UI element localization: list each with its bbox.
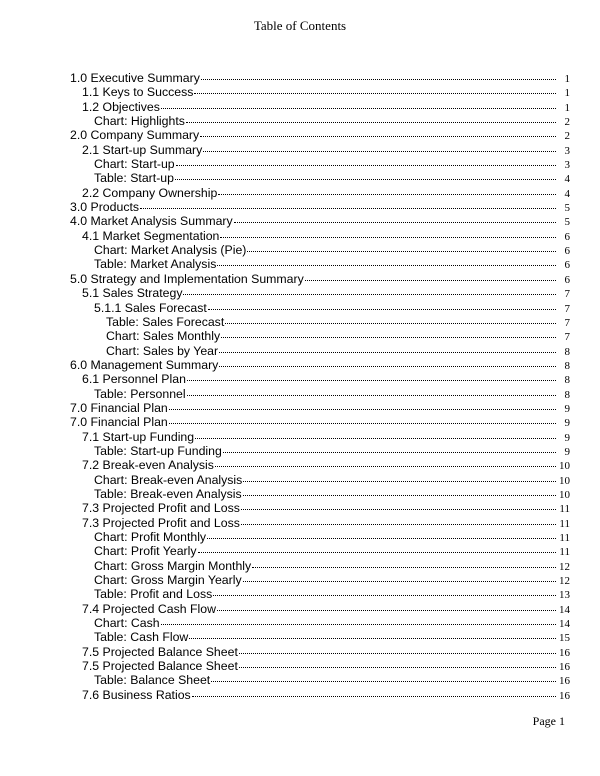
- toc-entry-page-number: 12: [559, 560, 570, 573]
- toc-entry-label: 7.0 Financial Plan: [70, 400, 168, 415]
- toc-entry-label: 4.0 Market Analysis Summary: [70, 214, 233, 229]
- toc-entry-page-number: 11: [559, 517, 570, 530]
- toc-entry-page-number: 5: [564, 202, 570, 215]
- toc-entry[interactable]: [70, 228, 570, 242]
- toc-entry-page-number: 16: [559, 661, 570, 674]
- toc-dot-leader: [189, 629, 558, 641]
- toc-entry-label: Chart: Sales by Year: [106, 343, 219, 358]
- toc-entry[interactable]: [70, 199, 570, 213]
- toc-dot-leader: [220, 228, 558, 240]
- toc-entry[interactable]: [70, 400, 570, 414]
- toc-dot-leader: [183, 285, 558, 297]
- toc-entry-page-number: 8: [564, 359, 570, 372]
- toc-entry[interactable]: [70, 113, 570, 127]
- toc-dot-leader: [243, 472, 558, 484]
- toc-dot-leader: [140, 199, 558, 211]
- toc-entry[interactable]: [70, 271, 570, 285]
- toc-entry-label: 6.0 Management Summary: [70, 357, 219, 372]
- toc-entry[interactable]: [70, 629, 570, 643]
- toc-dot-leader: [241, 500, 558, 512]
- toc-entry[interactable]: [70, 127, 570, 141]
- toc-entry-page-number: 10: [559, 460, 570, 473]
- toc-dot-leader: [239, 658, 558, 670]
- toc-entry-page-number: 5: [564, 216, 570, 229]
- toc-dot-leader: [169, 400, 558, 412]
- toc-entry[interactable]: [70, 314, 570, 328]
- toc-entry-label: 2.2 Company Ownership: [82, 185, 218, 200]
- toc-entry-label: 1.1 Keys to Success: [82, 85, 194, 100]
- toc-dot-leader: [161, 615, 558, 627]
- toc-entry-page-number: 15: [559, 632, 570, 645]
- toc-entry-label: 7.1 Start-up Funding: [82, 429, 195, 444]
- toc-entry[interactable]: [70, 500, 570, 514]
- toc-entry[interactable]: [70, 515, 570, 529]
- toc-dot-leader: [225, 314, 558, 326]
- toc-entry-page-number: 7: [564, 331, 570, 344]
- toc-entry-page-number: 11: [559, 503, 570, 516]
- toc-entry-label: 3.0 Products: [70, 200, 140, 215]
- toc-entry-page-number: 16: [559, 675, 570, 688]
- toc-entry-page-number: 1: [564, 87, 570, 100]
- toc-entry[interactable]: [70, 601, 570, 615]
- toc-dot-leader: [239, 644, 558, 656]
- toc-entry[interactable]: [70, 170, 570, 184]
- toc-entry-label: Chart: Cash: [94, 616, 160, 631]
- toc-entry-label: 1.0 Executive Summary: [70, 71, 200, 85]
- toc-entry-page-number: 12: [559, 575, 570, 588]
- toc-entry[interactable]: [70, 486, 570, 500]
- toc-entry-page-number: 2: [564, 116, 570, 129]
- toc-entry-page-number: 13: [559, 589, 570, 602]
- toc-dot-leader: [169, 414, 558, 426]
- toc-dot-leader: [217, 256, 558, 268]
- toc-dot-leader: [211, 672, 558, 684]
- toc-entry-label: Table: Profit and Loss: [94, 587, 213, 602]
- toc-entry-label: Chart: Market Analysis (Pie): [94, 243, 247, 258]
- toc-entry-page-number: 3: [564, 144, 570, 157]
- toc-dot-leader: [218, 185, 558, 197]
- toc-dot-leader: [201, 70, 558, 82]
- toc-dot-leader: [198, 543, 558, 555]
- toc-entry-label: 7.3 Projected Profit and Loss: [82, 501, 240, 516]
- toc-entry-page-number: 16: [559, 689, 570, 702]
- toc-entry-page-number: 6: [564, 259, 570, 272]
- toc-entry[interactable]: [70, 84, 570, 98]
- toc-dot-leader: [219, 343, 558, 355]
- toc-entry-page-number: 10: [559, 488, 570, 501]
- toc-entry[interactable]: [70, 357, 570, 371]
- toc-entry[interactable]: [70, 644, 570, 658]
- toc-dot-leader: [243, 486, 558, 498]
- toc-dot-leader: [200, 127, 558, 139]
- toc-dot-leader: [213, 586, 558, 598]
- toc-dot-leader: [194, 84, 558, 96]
- toc-entry-page-number: 11: [559, 546, 570, 559]
- toc-dot-leader: [252, 558, 558, 570]
- toc-entry-page-number: 10: [559, 474, 570, 487]
- toc-entry-page-number: 11: [559, 532, 570, 544]
- toc-entry[interactable]: [70, 213, 570, 227]
- toc-entry-page-number: 9: [564, 417, 570, 430]
- toc-entry[interactable]: [70, 99, 570, 113]
- toc-entry-label: Table: Sales Forecast: [106, 314, 225, 329]
- toc-entry-label: 7.4 Projected Cash Flow: [82, 601, 216, 616]
- toc-entry-page-number: 4: [564, 173, 570, 186]
- toc-entry-page-number: 6: [564, 230, 570, 243]
- toc-dot-leader: [207, 529, 558, 541]
- table-of-contents: [70, 70, 570, 701]
- toc-entry-label: Table: Personnel: [94, 386, 186, 401]
- toc-entry-label: 7.3 Projected Profit and Loss: [82, 515, 240, 530]
- toc-entry[interactable]: [70, 443, 570, 457]
- toc-dot-leader: [219, 357, 558, 369]
- toc-entry[interactable]: [70, 70, 570, 84]
- toc-entry-label: Table: Break-even Analysis: [94, 486, 242, 501]
- toc-entry-page-number: 14: [559, 618, 570, 631]
- toc-entry-page-number: 7: [564, 302, 570, 315]
- toc-dot-leader: [243, 572, 558, 584]
- toc-entry-page-number: 7: [564, 288, 570, 301]
- toc-entry-label: 5.1.1 Sales Forecast: [94, 300, 207, 315]
- toc-entry-page-number: 8: [564, 388, 570, 401]
- toc-entry-label: 2.1 Start-up Summary: [82, 142, 203, 157]
- toc-entry[interactable]: [70, 242, 570, 256]
- toc-entry[interactable]: [70, 687, 570, 701]
- toc-entry-page-number: 1: [564, 101, 570, 114]
- page-number-footer: Page 1: [532, 714, 565, 728]
- toc-entry[interactable]: [70, 386, 570, 400]
- toc-entry-label: Chart: Gross Margin Monthly: [94, 558, 252, 573]
- toc-entry-label: Table: Cash Flow: [94, 630, 189, 645]
- toc-entry[interactable]: [70, 615, 570, 629]
- toc-entry-page-number: 3: [564, 159, 570, 172]
- toc-entry-page-number: 9: [564, 402, 570, 415]
- page-title: Table of Contents: [253, 18, 347, 33]
- toc-dot-leader: [208, 300, 558, 312]
- toc-entry[interactable]: [70, 558, 570, 572]
- toc-dot-leader: [161, 99, 558, 111]
- toc-entry-label: Table: Start-up Funding: [94, 443, 222, 458]
- toc-entry-label: 6.1 Personnel Plan: [82, 372, 186, 387]
- toc-dot-leader: [247, 242, 558, 254]
- toc-dot-leader: [176, 156, 558, 168]
- toc-entry-label: Chart: Gross Margin Yearly: [94, 573, 242, 588]
- toc-entry-label: Chart: Break-even Analysis: [94, 472, 243, 487]
- toc-entry[interactable]: [70, 256, 570, 270]
- toc-entry-label: 2.0 Company Summary: [70, 128, 200, 143]
- toc-dot-leader: [187, 386, 558, 398]
- toc-entry-label: 5.0 Strategy and Implementation Summary: [70, 271, 304, 286]
- toc-entry-page-number: 6: [564, 245, 570, 258]
- toc-entry-page-number: 4: [564, 187, 570, 200]
- toc-entry[interactable]: [70, 328, 570, 342]
- toc-dot-leader: [221, 328, 558, 340]
- toc-entry[interactable]: [70, 343, 570, 357]
- toc-entry[interactable]: [70, 529, 570, 543]
- toc-dot-leader: [192, 687, 558, 699]
- toc-entry-page-number: 9: [564, 445, 570, 458]
- toc-entry-page-number: 7: [564, 316, 570, 329]
- toc-entry[interactable]: [70, 543, 570, 557]
- toc-entry-page-number: 2: [564, 130, 570, 143]
- toc-dot-leader: [186, 113, 558, 125]
- toc-entry[interactable]: [70, 156, 570, 170]
- toc-entry-label: 7.6 Business Ratios: [82, 687, 191, 702]
- toc-entry[interactable]: [70, 472, 570, 486]
- toc-entry-page-number: 14: [559, 603, 570, 616]
- toc-dot-leader: [217, 601, 558, 613]
- toc-entry[interactable]: [70, 572, 570, 586]
- toc-entry-page-number: 8: [564, 374, 570, 387]
- toc-entry-page-number: 1: [564, 73, 570, 85]
- toc-entry-label: Chart: Profit Yearly: [94, 544, 197, 559]
- toc-entry-label: 5.1 Sales Strategy: [82, 286, 183, 301]
- toc-entry[interactable]: [70, 658, 570, 672]
- toc-entry-label: Chart: Profit Monthly: [94, 530, 207, 544]
- toc-entry-page-number: 9: [564, 431, 570, 444]
- toc-entry-page-number: 16: [559, 646, 570, 659]
- toc-entry[interactable]: [70, 371, 570, 385]
- toc-entry-label: Chart: Sales Monthly: [106, 329, 221, 344]
- toc-dot-leader: [175, 170, 558, 182]
- toc-entry[interactable]: [70, 142, 570, 156]
- toc-entry[interactable]: [70, 185, 570, 199]
- toc-entry-page-number: 6: [564, 273, 570, 286]
- toc-entry[interactable]: [70, 586, 570, 600]
- toc-dot-leader: [187, 371, 558, 383]
- toc-dot-leader: [241, 515, 558, 527]
- toc-entry[interactable]: [70, 457, 570, 471]
- toc-entry-label: Chart: Highlights: [94, 114, 185, 129]
- toc-entry-label: Chart: Start-up: [94, 157, 175, 172]
- toc-entry-label: 7.5 Projected Balance Sheet: [82, 659, 238, 674]
- toc-entry[interactable]: [70, 414, 570, 428]
- toc-entry-label: Table: Balance Sheet: [94, 673, 211, 688]
- toc-entry[interactable]: [70, 672, 570, 686]
- toc-dot-leader: [305, 271, 558, 283]
- toc-dot-leader: [195, 429, 558, 441]
- toc-entry-label: 1.2 Objectives: [82, 99, 160, 114]
- toc-entry[interactable]: [70, 300, 570, 314]
- toc-dot-leader: [223, 443, 558, 455]
- toc-dot-leader: [234, 213, 558, 225]
- toc-entry-label: 7.0 Financial Plan: [70, 415, 168, 430]
- toc-entry-label: Table: Start-up: [94, 171, 174, 186]
- toc-dot-leader: [203, 142, 558, 154]
- toc-entry-label: 4.1 Market Segmentation: [82, 228, 220, 243]
- toc-entry-label: 7.2 Break-even Analysis: [82, 458, 214, 473]
- toc-entry-page-number: 8: [564, 345, 570, 358]
- toc-dot-leader: [215, 457, 558, 469]
- toc-entry-label: Table: Market Analysis: [94, 257, 217, 272]
- toc-entry[interactable]: [70, 429, 570, 443]
- toc-entry-label: 7.5 Projected Balance Sheet: [82, 644, 238, 659]
- toc-entry[interactable]: [70, 285, 570, 299]
